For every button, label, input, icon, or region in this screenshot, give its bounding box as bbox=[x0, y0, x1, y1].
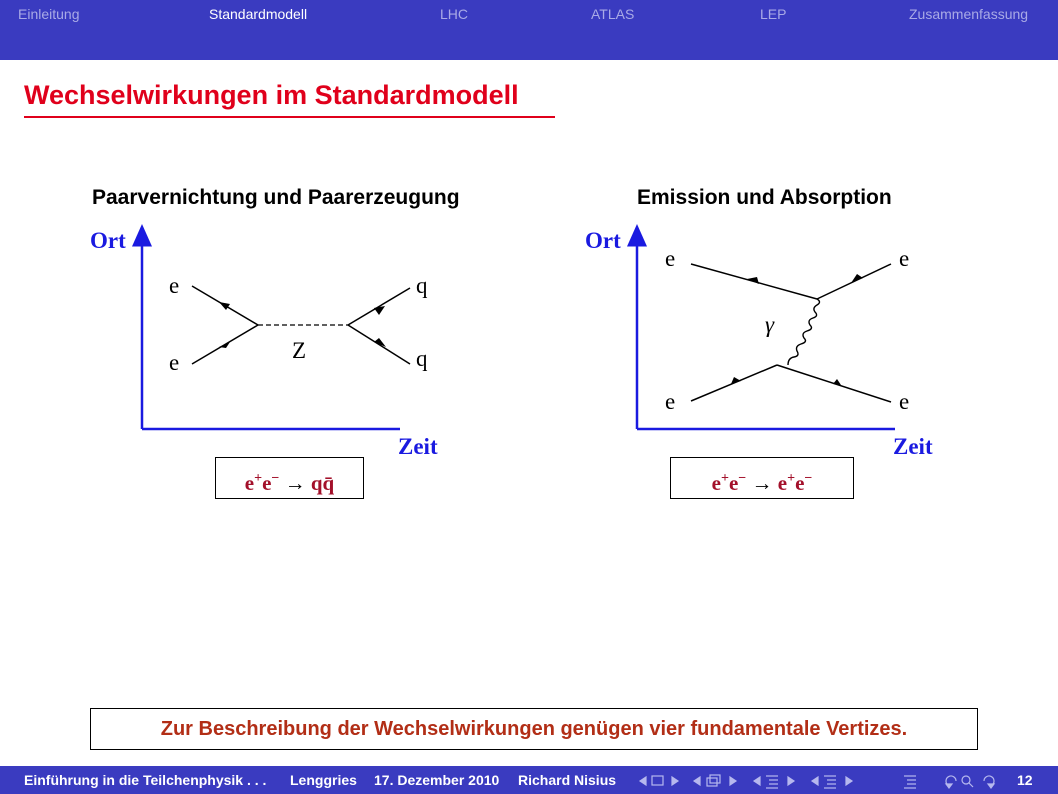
nav-document-icon[interactable] bbox=[824, 776, 836, 788]
title-underline bbox=[24, 116, 555, 118]
x-axis-label: Zeit bbox=[893, 434, 933, 459]
nav-subsection-icon[interactable] bbox=[707, 775, 720, 786]
label-top-right: e bbox=[899, 246, 910, 271]
label-bottom-right: q bbox=[416, 346, 428, 371]
emission-feynman-diagram bbox=[585, 222, 933, 462]
arrow-top-left bbox=[219, 302, 230, 310]
nav-section-prev-icon[interactable] bbox=[754, 777, 760, 785]
nav-search-icon[interactable] bbox=[962, 776, 973, 787]
nav-item-atlas[interactable]: ATLAS bbox=[591, 6, 635, 22]
arrow-bottom-left bbox=[219, 342, 230, 348]
reaction-e1: e bbox=[244, 471, 255, 495]
nav-doc-next-icon[interactable] bbox=[846, 777, 852, 785]
fermion-line-bottom-right bbox=[348, 325, 410, 364]
left-reaction-box bbox=[215, 457, 364, 499]
arrow-top-right bbox=[851, 274, 863, 283]
reaction-sup-minus: − bbox=[738, 471, 747, 486]
reaction-e2: e bbox=[262, 471, 272, 495]
label-bottom-right: e bbox=[899, 389, 910, 414]
footer-author: Richard Nisius bbox=[518, 772, 617, 788]
reaction-product: qq̄ bbox=[310, 471, 335, 495]
reaction-e3: e bbox=[777, 471, 788, 495]
photon-propagator bbox=[788, 299, 820, 365]
reaction-sup-plus: + bbox=[254, 471, 263, 486]
label-boson: γ bbox=[765, 312, 775, 337]
label-boson: Z bbox=[292, 338, 307, 363]
right-diagram-heading: Emission und Absorption bbox=[637, 186, 892, 209]
beamer-navigation-controls bbox=[636, 770, 1006, 792]
reaction-arrow: → bbox=[751, 471, 773, 495]
nav-back-icon[interactable] bbox=[946, 776, 956, 788]
fermion-line-top-right bbox=[348, 288, 410, 325]
section-navigation-bar bbox=[0, 0, 1058, 60]
nav-item-lep[interactable]: LEP bbox=[760, 6, 787, 22]
nav-subsection-next-icon[interactable] bbox=[730, 777, 736, 785]
nav-appendix-icon[interactable] bbox=[904, 776, 916, 788]
label-top-right: q bbox=[416, 273, 428, 298]
nav-item-zusammenfassung[interactable]: Zusammenfassung bbox=[909, 6, 1029, 22]
x-axis-label: Zeit bbox=[398, 434, 438, 459]
reaction-arrow: → bbox=[284, 471, 306, 495]
annihilation-feynman-diagram bbox=[90, 222, 438, 462]
reaction-sup-minus: − bbox=[271, 471, 280, 486]
label-bottom-left: e bbox=[169, 350, 180, 375]
nav-section-icon[interactable] bbox=[766, 776, 778, 788]
nav-forward-icon[interactable] bbox=[984, 776, 994, 788]
nav-subsection-prev-icon[interactable] bbox=[694, 777, 700, 785]
nav-frame-prev-icon[interactable] bbox=[640, 777, 646, 785]
nav-section-next-icon[interactable] bbox=[788, 777, 794, 785]
nav-item-einleitung[interactable]: Einleitung bbox=[18, 6, 80, 22]
reaction-e1: e bbox=[711, 471, 721, 495]
nav-frame-icon[interactable] bbox=[652, 776, 663, 785]
footer-bar bbox=[0, 766, 1058, 794]
nav-frame-next-icon[interactable] bbox=[672, 777, 678, 785]
reaction-sup-plus: + bbox=[720, 471, 729, 486]
arrow-bottom-right bbox=[833, 379, 841, 385]
label-bottom-left: e bbox=[665, 389, 676, 414]
left-diagram-heading: Paarvernichtung und Paarerzeugung bbox=[92, 186, 460, 209]
reaction-e4: e bbox=[795, 471, 805, 495]
label-top-left: e bbox=[665, 246, 676, 271]
footer-date: 17. Dezember 2010 bbox=[374, 772, 500, 788]
nav-item-lhc[interactable]: LHC bbox=[440, 6, 469, 22]
footer-talk-title: Einführung in die Teilchenphysik . . . bbox=[24, 772, 267, 788]
reaction-e2: e bbox=[728, 471, 739, 495]
label-top-left: e bbox=[169, 273, 180, 298]
arrow-top-right bbox=[374, 306, 385, 315]
nav-doc-prev-icon[interactable] bbox=[812, 777, 818, 785]
right-reaction-box bbox=[670, 457, 854, 499]
reaction-sup-plus-2: + bbox=[787, 471, 796, 486]
footer-place: Lenggries bbox=[290, 772, 357, 788]
reaction-sup-minus-2: − bbox=[804, 471, 813, 486]
footer-page-number: 12 bbox=[1017, 772, 1033, 788]
y-axis-label: Ort bbox=[90, 228, 126, 253]
nav-item-standardmodell[interactable]: Standardmodell bbox=[209, 6, 308, 22]
slide-title: Wechselwirkungen im Standardmodell bbox=[24, 80, 519, 110]
y-axis-label: Ort bbox=[585, 228, 621, 253]
summary-note: Zur Beschreibung der Wechselwirkungen genügen vier fundamentale Vertizes. bbox=[90, 708, 978, 750]
